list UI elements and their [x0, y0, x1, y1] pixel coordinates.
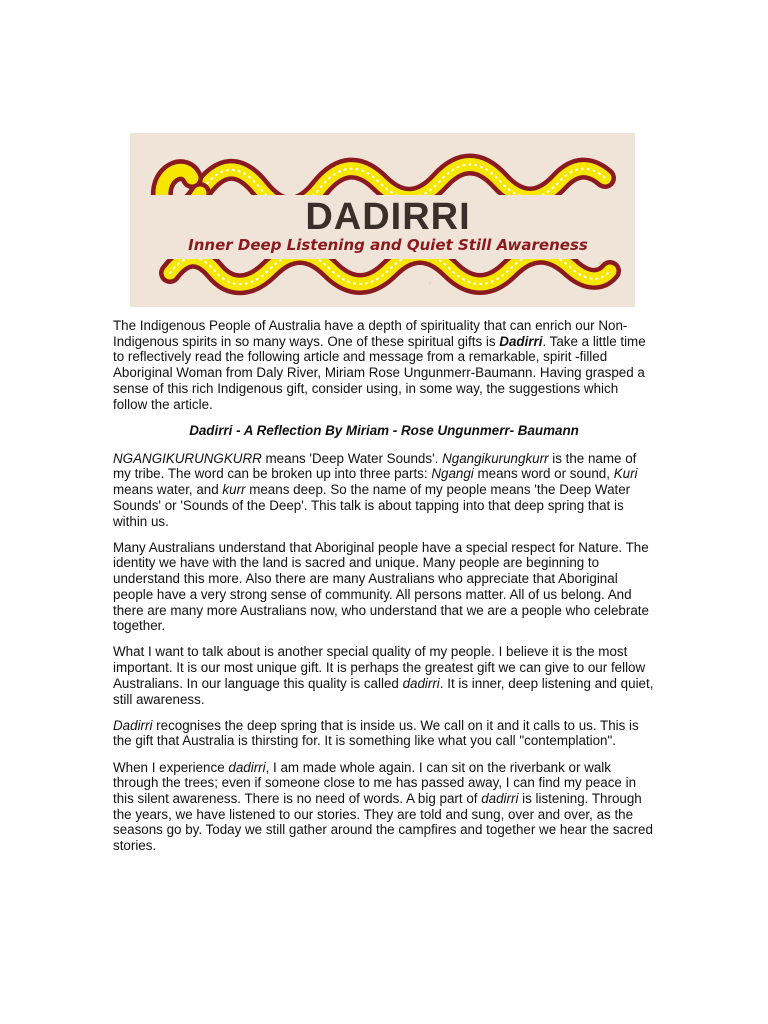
- intro-text-end: . Take a little time to reflectively read the following article and message from a remarkable, spirit -filled Aboriginal Woman from Daly River, Miriam Rose Ungunmerr-Baumann. Having grasped a sense of this rich Indigenous gift, consider using, in some way, the suggestions which follow the article.: [113, 333, 646, 412]
- p1-seg: means word or sound,: [473, 466, 614, 482]
- article-title: Dadirri - A Reflection By Miriam - Rose Ungunmerr- Baumann: [189, 422, 579, 438]
- p5-seg: dadirri: [228, 759, 266, 775]
- p1-seg: means deep. So the name of my people means 'the Deep Water Sounds' or 'Sounds of the Deep'. This talk is about tapping into that deep spring that is within us.: [113, 482, 631, 529]
- banner-artwork: [130, 133, 635, 307]
- banner-title: DADIRRI: [305, 196, 471, 238]
- paragraph-4: [113, 718, 655, 749]
- p5-seg: When I experience: [113, 759, 229, 775]
- paragraph-1: [113, 451, 655, 530]
- paragraph-3: [113, 644, 655, 707]
- p1-seg: means water, and: [113, 482, 223, 498]
- paragraph-2: Many Australians understand that Aboriginal people have a special respect for Nature. The identity we have with the land is sacred and unique. Many people are beginning to understand this more. Also there are many Australians who appreciate that Aboriginal people have a very strong sense of community. All persons matter. All of us belong. And there are many more Australians now, who understand that we are a people who celebrate together.: [113, 539, 649, 634]
- p1-seg: means 'Deep Water Sounds'.: [261, 450, 443, 466]
- p3-seg: What I want to talk about is another special quality of my people. I believe it is the most important. It is our most unique gift. It is perhaps the greatest gift we can give to our fellow Australians. In our language this quality is called: [113, 644, 646, 691]
- p4-seg: recognises the deep spring that is inside us. We call on it and it calls to us. This is the gift that Australia is thirsting for. It is something like what you call "contemplation".: [113, 717, 639, 749]
- banner-subtitle: Inner Deep Listening and Quiet Still Awareness: [188, 236, 588, 254]
- p3-seg: . It is inner, deep listening and quiet, still awareness.: [113, 675, 654, 707]
- paragraph-5: [113, 760, 655, 854]
- p5-seg: , I am made whole again. I can sit on the riverbank or walk through the trees; even if someone close to me has passed away, I can find my peace in this silent awareness. There is no need of words. A big part of: [113, 759, 637, 807]
- dadirri-banner: [130, 133, 635, 307]
- intro-paragraph: [113, 318, 655, 412]
- p1-seg: Kuri: [613, 466, 638, 482]
- p1-seg: Ngangi: [431, 466, 474, 482]
- intro-bold-word: Dadirri: [499, 333, 543, 349]
- p5-seg: is listening. Through the years, we have listened to our stories. They are told and sung, over and over, as the seasons go by. Today we still gather around the campfires and together we hear the sacred stories.: [113, 791, 653, 854]
- p3-seg: dadirri: [402, 675, 440, 691]
- p1-seg: is the name of my tribe. The word can be broken up into three parts:: [113, 450, 637, 482]
- p1-seg: Ngangikurungkurr: [442, 450, 549, 466]
- intro-text-start: The Indigenous People of Australia have a depth of spirituality that can enrich our Non-Indigenous spirits in so many ways. One of these spiritual gifts is: [113, 318, 628, 349]
- p5-seg: dadirri: [481, 791, 519, 807]
- p1-seg: kurr: [222, 482, 246, 498]
- article-body: [113, 318, 655, 864]
- p1-seg: NGANGIKURUNGKURR: [113, 450, 262, 466]
- p4-seg: Dadirri: [113, 717, 153, 733]
